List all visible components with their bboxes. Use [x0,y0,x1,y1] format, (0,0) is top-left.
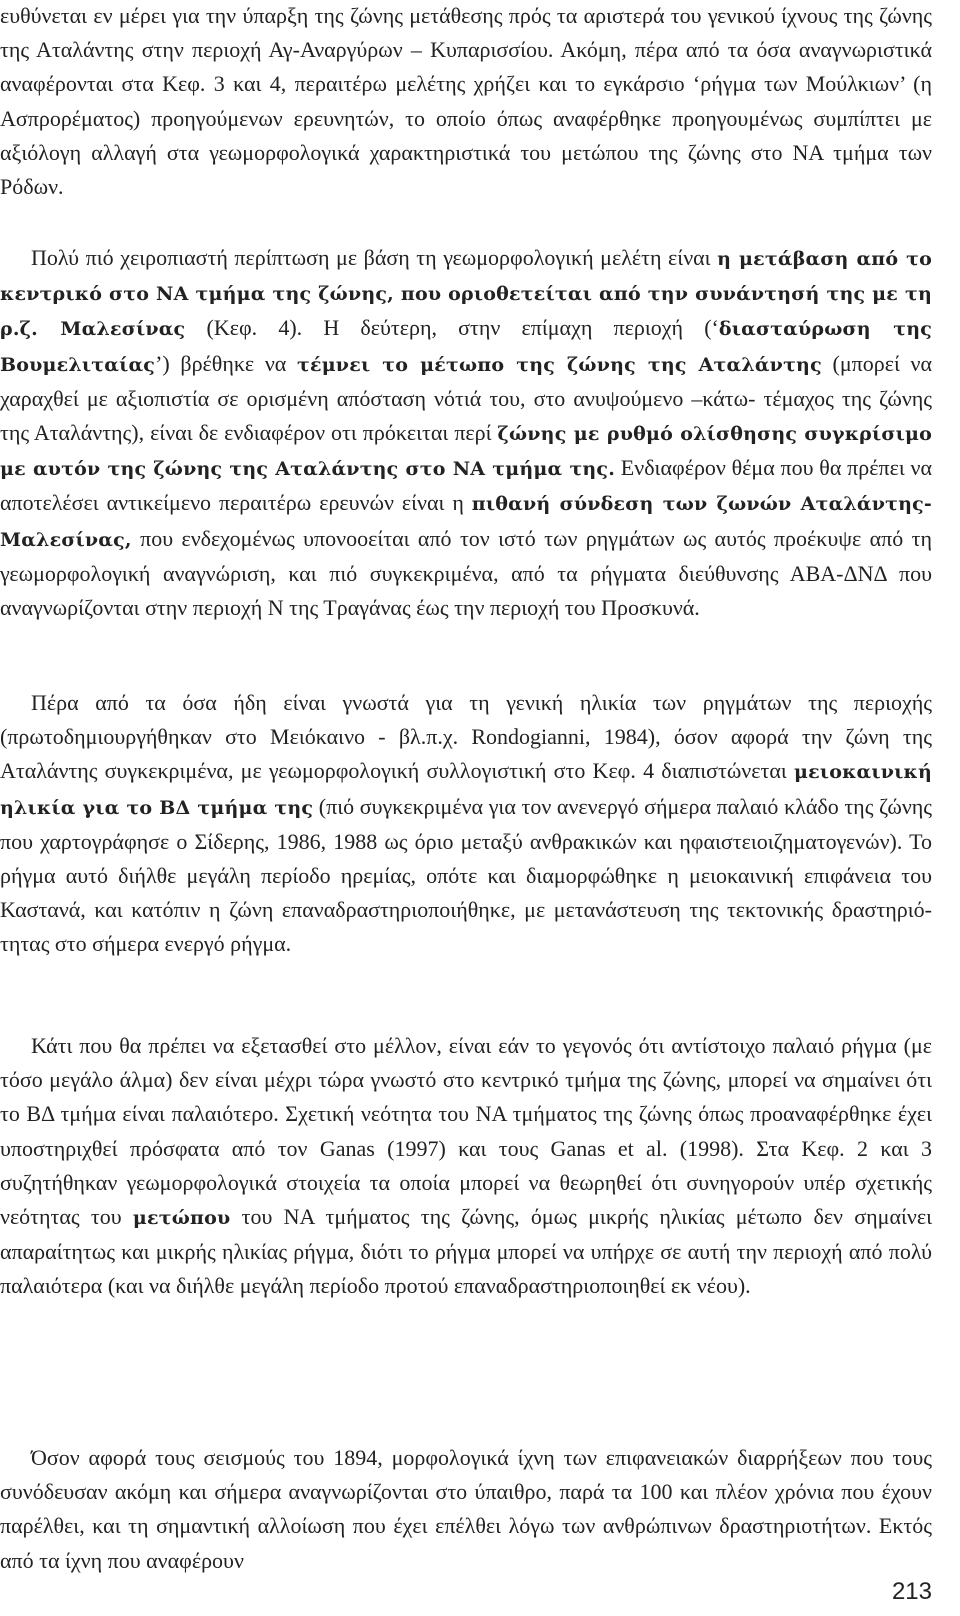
paragraph-2 [0,241,932,625]
paragraph-5 [0,1441,932,1578]
text-segment: (πιό συγκεκριμένα για τον ανενεργό σήμερα παλαιό κλάδο της ζώνης που χαρτογράφησε ο Σίδερης, 1986, 1988 ως όριο μεταξύ ανθρακικών και ηφαιστειοιζηματογενών). Το ρήγμα αυτό διήλθε μεγάλη περίοδο ηρεμίας, οπότε και διαμορφώθηκε η μειοκαινική επιφάνεια του Καστανά, και κατόπιν η ζώνη επαναδραστηριοποιήθηκε, με μετανάστευση της τεκτονικής δραστηριό-τητας στο σήμερα ενεργό ρήγμα. [0,793,932,957]
text-segment: Όσον αφορά τους σεισμούς του 1894, μορφολογικά ίχνη των επιφανειακών διαρρήξεων που τους συνόδευσαν ακόμη και σήμερα αναγνωρίζονται στο ύπαιθρο, παρά τα 100 και πλέον χρόνια που έχουν παρέλθει, και τη σημαντική αλλοίωση που έχει επέλθει λόγω των ανθρώπινων δραστηριοτήτων. Εκτός από τα ίχνη που αναφέρουν [0,1445,932,1573]
page-number: 213 [891,1578,932,1605]
bold-text-segment: η μετάβαση από το κεντρικό στο ΝΑ τμήμα της ζώνης, που οριοθετείται από την συνάντησή της με τη ρ.ζ. Μαλεσίνας [0,248,932,341]
text-segment: Πολύ πιό χειροπιαστή περίπτωση με βάση τη γεωμορφολογική μελέτη είναι [31,245,718,270]
text-segment: Πέρα από τα όσα ήδη είναι γνωστά για τη γενική ηλικία των ρηγμάτων της περιοχής (πρωτοδημιουργήθηκαν στο Μειόκαινο - βλ.π.χ. Rondogianni, 1984), όσον αφορά την ζώνη της Αταλάντης συγκεκριμένα, με γεωμορφολογική συλλογιστική στο Κεφ. 4 διαπιστώνεται [0,690,932,784]
paragraph-4 [0,1029,932,1304]
bold-text-segment: τέμνει το μέτωπο της ζώνης της Αταλάντης [296,353,822,376]
text-segment: (Κεφ. 4). Η δεύτερη, στην επίμαχη περιοχή (‘ [185,315,719,341]
bold-text-segment: ζώνης με ρυθμό ολίσθησης συγκρίσιμο με αυτόν της ζώνης της Αταλάντης στο ΝΑ τμήμα της. [0,423,932,481]
text-segment: ευθύνεται εν μέρει για την ύπαρξη της ζώνης μετάθεσης πρός τα αριστερά του γενικού ίχνους της ζώνης της Αταλάντης στην περιοχή Αγ-Αναργύρων – Κυπαρισσίου. Ακόμη, πέρα από τα όσα αναγνωριστικά αναφέρονται στα Κεφ. 3 και 4, περαιτέρω μελέτης χρήζει και το εγκάρσιο ‘ρήγμα των Μούλκιων’ (η Ασπρορέματος) προηγούμενων ερευνητών, το οποίο όπως αναφέρθηκε προηγουμένως συμπίπτει με αξιόλογη αλλαγή στα γεωμορφολογικά χαρακτηριστικά του μετώπου της ζώνης στο ΝΑ τμήμα των Ρόδων. [0,3,932,200]
text-segment: Ενδιαφέρον θέμα που θα πρέπει να αποτελέσει αντικείμενο περαιτέρω ερευνών είναι η [0,455,932,516]
text-segment: Κάτι που θα πρέπει να εξετασθεί στο μέλλον, είναι εάν το γεγονός ότι αντίστοιχο παλαιό ρήγμα (με τόσο μεγάλο άλμα) δεν είναι μέχρι τώρα γνωστό στο κεντρικό τμήμα της ζώνης, μπορεί να σημαίνει ότι το ΒΔ τμήμα είναι παλαιότερο. Σχετική νεότητα του ΝΑ τμήματος της ζώνης όπως προαναφέρθηκε έχει υποστηριχθεί πρόσφατα από τον Ganas (1997) και τους Ganas et al. (1998). Στα Κεφ. 2 και 3 συζητήθηκαν γεωμορφολογικά στοιχεία τα οποία μπορεί να θεωρηθεί ότι συνηγορούν υπέρ σχετικής νεότητας του [0,1033,932,1230]
text-segment: που ενδεχομένως υπονοοείται από τον ιστό των ρηγμάτων ως αυτός προέκυψε από τη γεωμορφολογική αναγνώριση, και πιό συγκεκριμένα, από τα ρήγματα διεύθυνσης ΑΒΑ-ΔΝΔ που αναγνωρίζονται στην περιοχή Ν της Τραγάνας έως την περιοχή του Προσκυνά. [0,525,932,621]
text-segment: (μπορεί να χαραχθεί με αξιοπιστία σε ορισμένη απόσταση νότιά του, στο ανυψούμενο –κάτω- τέμαχος της ζώνης της Αταλάντης), είναι δε ενδιαφέρον οτι πρόκειται περί [0,350,932,446]
text-segment: του ΝΑ τμήματος της ζώνης, όμως μικρής ηλικίας μέτωπο δεν σημαίνει απαραίτητως και μικρής ηλικίας ρήγμα, διότι το ρήγμα μπορεί να υπήρχε σε αυτή την περιοχή από πολύ παλαιότερα (και να διήλθε μεγάλη περίοδο πρoτού επαναδραστηριοποιηθεί εκ νέου). [0,1204,932,1299]
bold-text-segment: διασταύρωση της Βουμελιταίας [0,318,932,376]
text-segment: ’) βρέθηκε να [155,350,297,376]
paragraph-1 [0,0,932,204]
paragraph-3 [0,686,932,962]
bold-text-segment: πιθανή σύνδεση των ζωνών Αταλάντης-Μαλεσίνας, [0,493,932,551]
bold-text-segment: μετώπου [132,1207,231,1230]
bold-text-segment: μειοκαινική ηλικία για το ΒΔ τμήμα της [0,761,932,819]
